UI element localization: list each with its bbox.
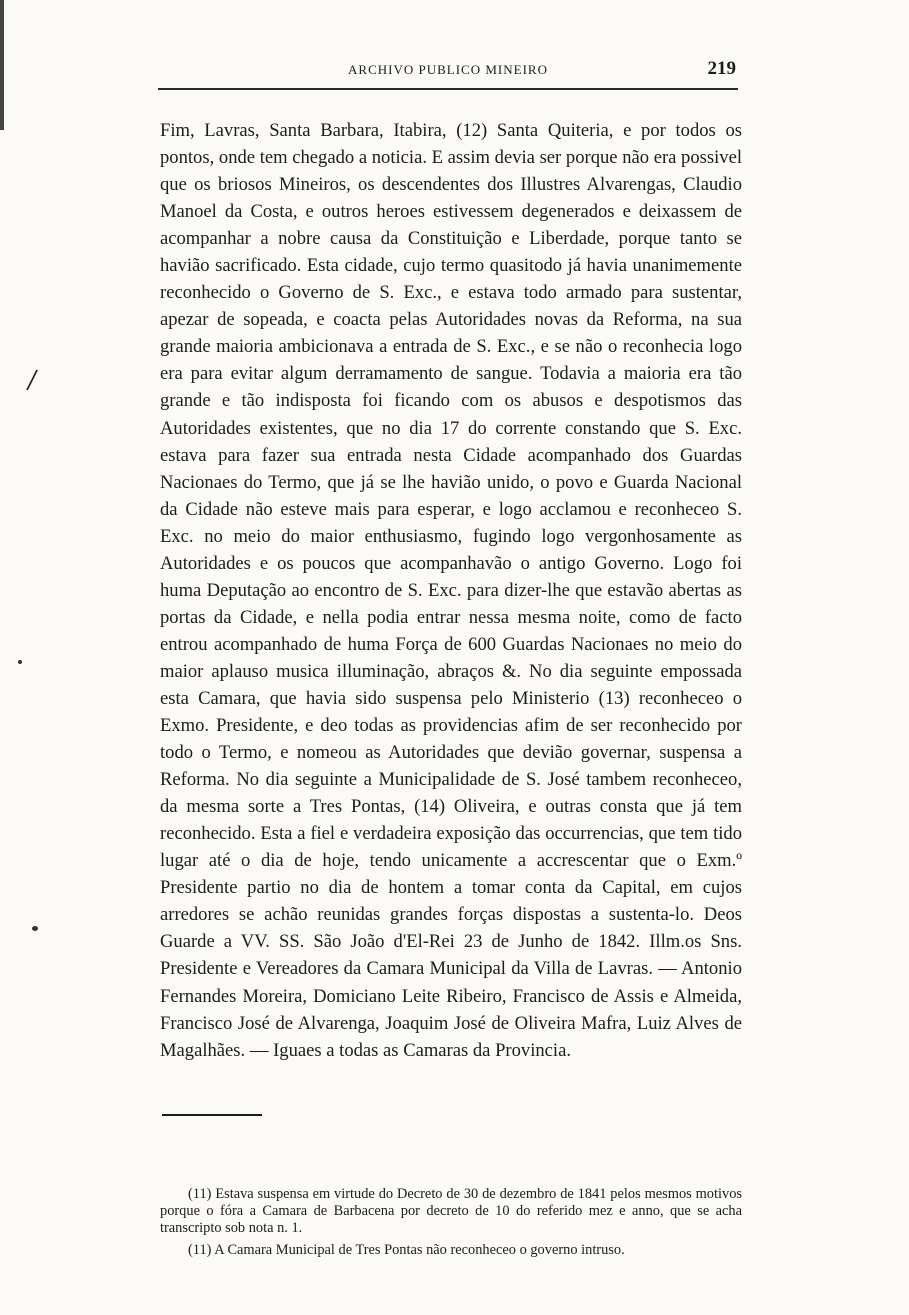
margin-mark: / [28,366,37,394]
page-number: 219 [707,58,736,79]
footnote: (11) A Camara Municipal de Tres Pontas não reconheceo o governo intruso. [188,1242,625,1258]
footnote-separator [162,1114,262,1116]
margin-dot [32,926,38,931]
main-text [160,117,742,1064]
body-paragraph: Fim, Lavras, Santa Barbara, Itabira, (12) Santa Quiteria, e por todos os pontos, onde tem chegado a noticia. E assim devia ser porque não era possivel que os briosos Mineiros, os descendentes dos Illustres Alvarengas, Claudio Manoel da Costa, e outros heroes estivessem degenerados e deixassem de acompanhar a nobre causa da Constituição e Liberdade, porque tanto se havião sacrificado. Esta cidade, cujo termo quasitodo já havia unanimemente reconhecido o Governo de S. Exc., e estava todo armado para sustentar, apezar de sopeada, e coacta pelas Autoridades novas da Reforma, na sua grande maioria ambicionava a entrada de S. Exc., e se não o reconhecia logo era para evitar algum derramamento de sangue. Todavia a maioria era tão grande e tão indisposta foi ficando com os abusos e despotismos das Autoridades existentes, que no dia 17 do corrente constando que S. Exc. estava para fazer sua entrada nesta Cidade acompanhado dos Guardas Nacionaes do Termo, que já se lhe havião unido, o povo e Guarda Nacional da Cidade não esteve mais para esperar, e logo acclamou e reconheceo S. Exc. no meio do maior enthusiasmo, fugindo logo vergonhosamente as Autoridades e os poucos que acompanhavão o antigo Governo. Logo foi huma Deputação ao encontro de S. Exc. para dizer-lhe que estavão abertas as portas da Cidade, e nella podia entrar nessa mesma noite, como de facto entrou acompanhado de huma Força de 600 Guardas Nacionaes no meio do maior aplauso musica illuminação, abraços &. No dia seguinte empossada esta Camara, que havia sido suspensa pelo Ministerio (13) reconheceo o Exmo. Presidente, e deo todas as providencias afim de ser reconhecido por todo o Termo, e nomeou as Autoridades que devião governar, suspensa a Reforma. No dia seguinte a Municipalidade de S. José tambem reconheceo, da mesma sorte a Tres Pontas, (14) Oliveira, e outras consta que já tem reconhecido. Esta a fiel e verdadeira exposição das occurrencias, que tem tido lugar até o dia de hoje, tendo unicamente a accrescentar que o Exm.º Presidente partio no dia de hontem a tomar conta da Capital, em cujos arredores se achão reunidas grandes forças dispostas a sustenta-lo. Deos Guarde a VV. SS. São João d'El-Rei 23 de Junho de 1842. Illm.os Sns. Presidente e Vereadores da Camara Municipal da Villa de Lavras. — Antonio Fernandes Moreira, Domiciano Leite Ribeiro, Francisco de Assis e Almeida, Francisco José de Alvarenga, Joaquim José de Oliveira Mafra, Luiz Alves de Magalhães. — Iguaes a todas as Camaras da Provincia. [160,120,742,1061]
footnotes [160,1186,742,1264]
margin-dot [18,660,22,664]
binding-edge [0,0,4,130]
footnote: (11) Estava suspensa em virtude do Decreto de 30 de dezembro de 1841 pelos mesmos motivos porque o fóra a Camara de Barbacena por decreto de 10 do referido mez e anno, que se acha transcripto sob nota n. 1. [160,1186,742,1236]
running-title: ARCHIVO PUBLICO MINEIRO [348,62,548,77]
page-header [158,58,738,92]
header-rule [158,88,738,90]
